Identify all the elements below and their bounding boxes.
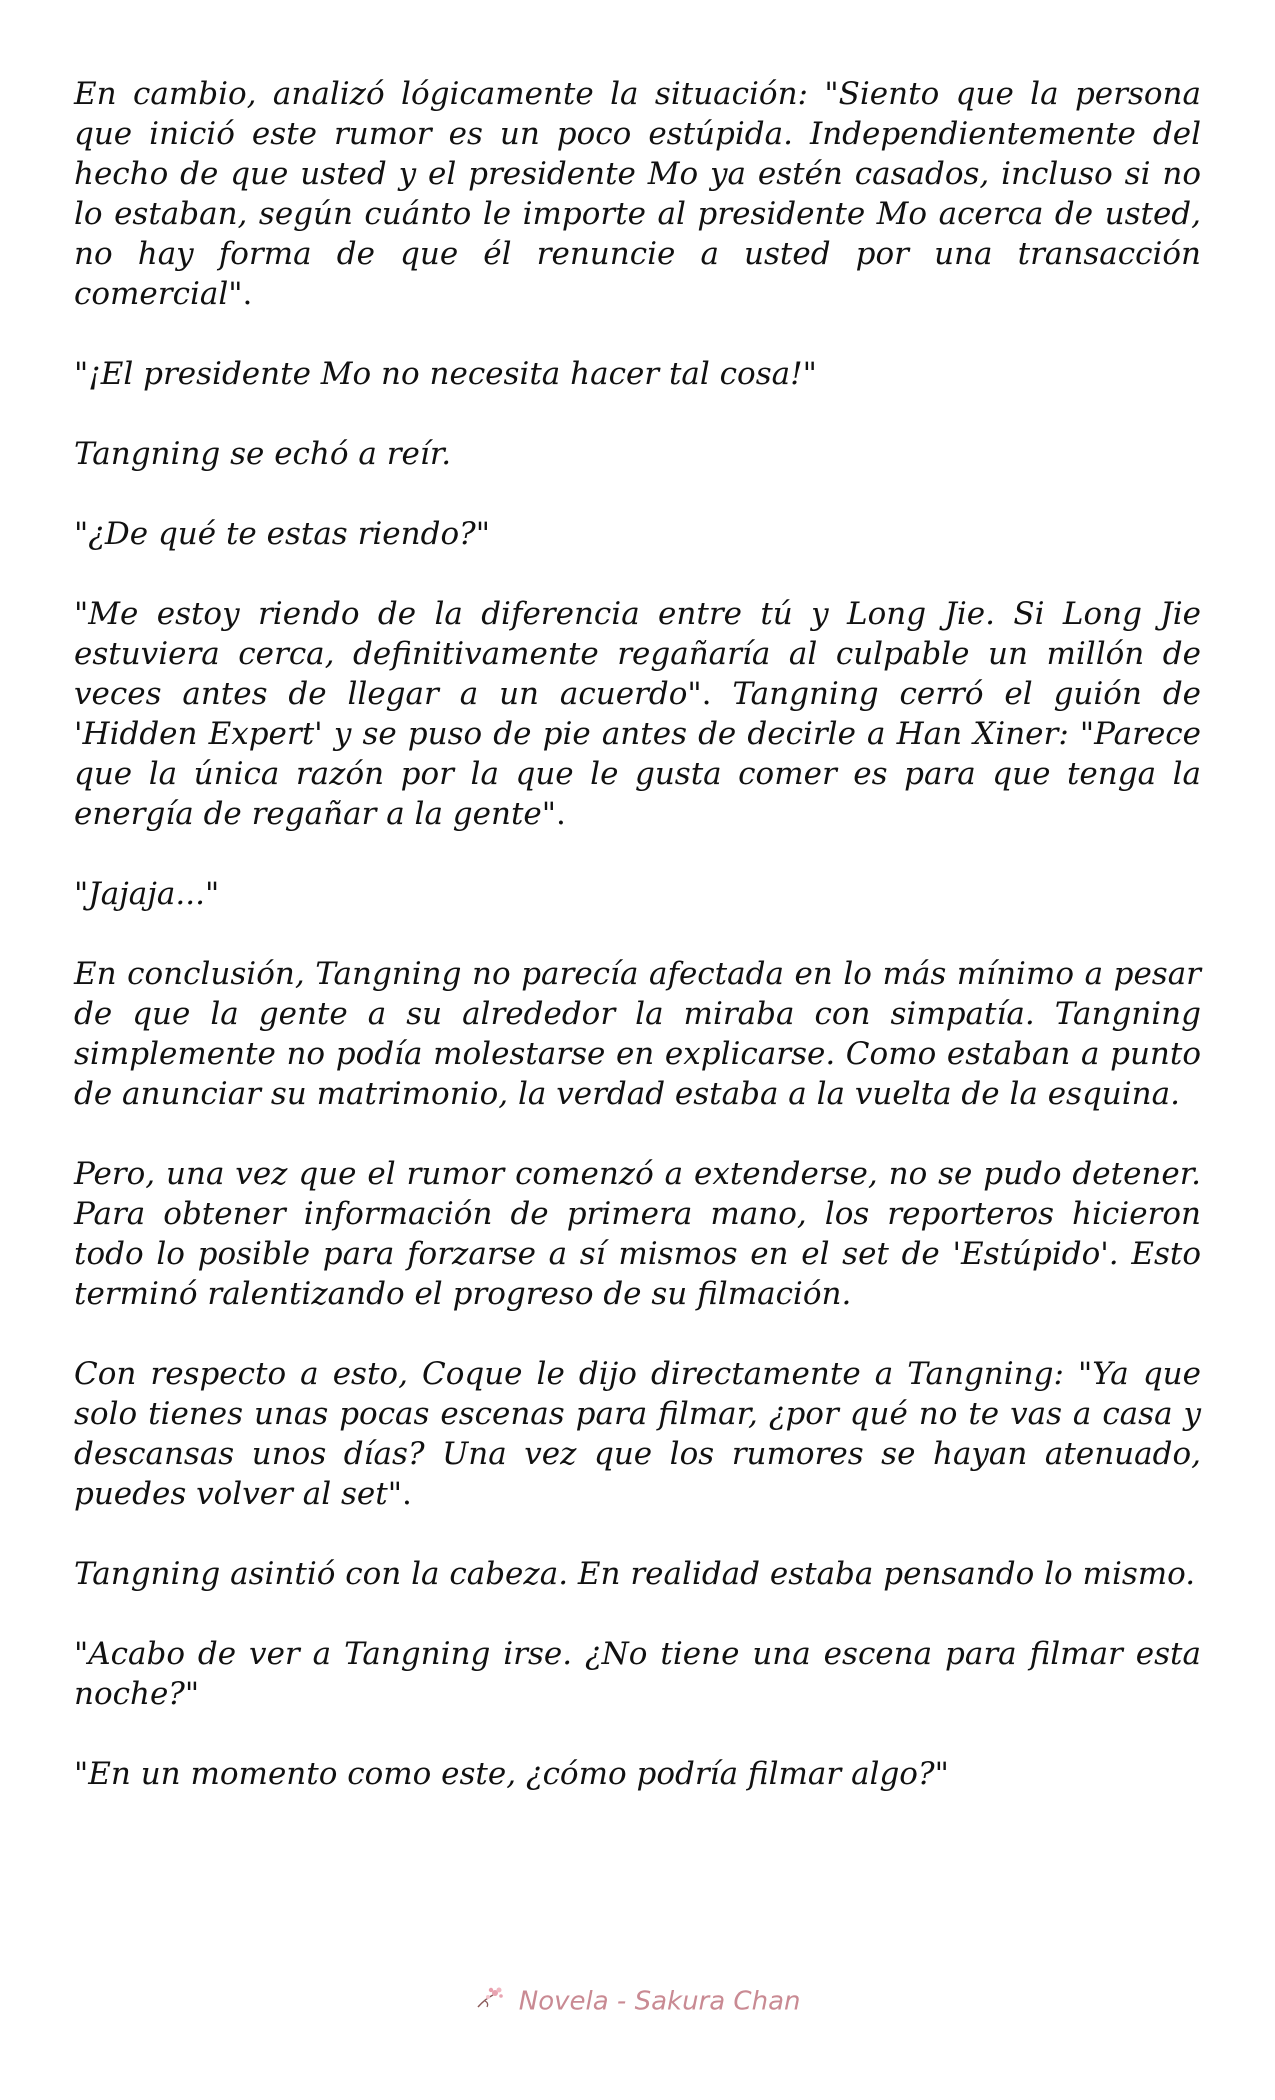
paragraph: [74, 1154, 1201, 1314]
text-run: Parece que la única razón por la que le gusta comer es para que tenga la energía de regañar a la gente: [74, 716, 1201, 832]
text-run: Tangning cerró el guión de: [732, 676, 1202, 712]
text-run: ": [74, 1636, 89, 1672]
text-run: ".: [541, 796, 566, 832]
text-run: ": [475, 516, 491, 552]
text-run: Ya que solo tienes unas pocas escenas para filmar, ¿por qué no te vas a casa y descansas unos días? Una vez que los rumores se hayan atenuado, puedes volver al set: [74, 1356, 1201, 1512]
text-run: ".: [228, 276, 253, 312]
text-run: Pero, una vez que el rumor comenzó a extenderse, no se pudo detener. Para obtener información de primera mano, los reporteros hicieron todo lo posible para forzarse a sí mismos en el set de: [74, 1156, 1201, 1272]
paragraph: [74, 594, 1201, 834]
text-run: ": [184, 1676, 200, 1712]
text-run: En un momento como este, ¿cómo podría filmar algo?: [88, 1756, 935, 1792]
text-run: Me estoy riendo de la diferencia entre tú y Long Jie. Si Long Jie estuviera cerca, definitivamente regañaría al culpable un millón de veces antes de llegar a un acuerdo: [74, 596, 1201, 712]
text-run: Tangning se echó a reír.: [74, 436, 452, 472]
text-run: En cambio, analizó lógicamente la situación:: [74, 76, 825, 112]
text-run: Siento que la persona que inició este rumor es un poco estúpida. Independientemente del hecho de que usted y el presidente Mo ya estén casados, incluso si no lo estaban, según cuánto le importe al presidente Mo acerca de usted, no hay forma de que él renuncie a usted por una transacción comercial: [74, 76, 1201, 312]
paragraph: [74, 354, 1201, 394]
text-run: ": [74, 1756, 89, 1792]
text-run: ': [74, 716, 83, 752]
text-run: ": [934, 1756, 949, 1792]
paragraph: [74, 514, 1201, 554]
footer-watermark: [0, 1985, 1275, 2018]
paragraph: [74, 1634, 1201, 1714]
paragraph: [74, 1354, 1201, 1514]
text-run: ".: [687, 676, 733, 712]
text-run: ": [1077, 1356, 1093, 1392]
footer-text: Novela - Sakura Chan: [518, 1986, 801, 2017]
text-run: ": [74, 356, 89, 392]
paragraph: [74, 74, 1201, 314]
text-run: y se puso de pie antes de decirle a Han Xiner:: [322, 716, 1080, 752]
text-run: ": [74, 596, 89, 632]
paragraph: [74, 1554, 1201, 1594]
text-run: ".: [387, 1476, 412, 1512]
text-run: ¿De qué te estas riendo?: [88, 516, 476, 552]
sakura-flower-icon: [475, 1985, 505, 2018]
text-run: ': [314, 716, 323, 752]
text-run: Hidden Expert: [82, 716, 315, 752]
text-run: ": [204, 876, 220, 912]
paragraph: [74, 1754, 1201, 1794]
text-run: Estúpido: [961, 1236, 1101, 1272]
text-run: Con respecto a esto, Coque le dijo directamente a Tangning:: [74, 1356, 1078, 1392]
text-run: ': [1100, 1236, 1109, 1272]
text-run: En conclusión, Tangning no parecía afectada en lo más mínimo a pesar de que la gente a su alrededor la miraba con simpatía. Tangning simplemente no podía molestarse en explicarse. Como estaban a punto de anunciar su matrimonio, la verdad estaba a la vuelta de la esquina.: [74, 956, 1201, 1112]
text-run: ": [824, 76, 839, 112]
text-run: ": [802, 356, 817, 392]
text-run: Jajaja...: [88, 876, 205, 912]
text-run: Tangning asintió con la cabeza. En realidad estaba pensando lo mismo.: [74, 1556, 1196, 1592]
text-run: ": [1079, 716, 1095, 752]
document-body: [74, 74, 1201, 1834]
text-run: Acabo de ver a Tangning irse. ¿No tiene una escena para filmar esta noche?: [74, 1636, 1201, 1712]
text-run: ¡El presidente Mo no necesita hacer tal cosa!: [88, 356, 803, 392]
text-run: ": [74, 516, 89, 552]
text-run: . Esto terminó ralentizando el progreso de su filmación.: [74, 1236, 1201, 1312]
paragraph: [74, 954, 1201, 1114]
text-run: ": [74, 876, 89, 912]
paragraph: [74, 874, 1201, 914]
paragraph: [74, 434, 1201, 474]
text-run: ': [952, 1236, 962, 1272]
